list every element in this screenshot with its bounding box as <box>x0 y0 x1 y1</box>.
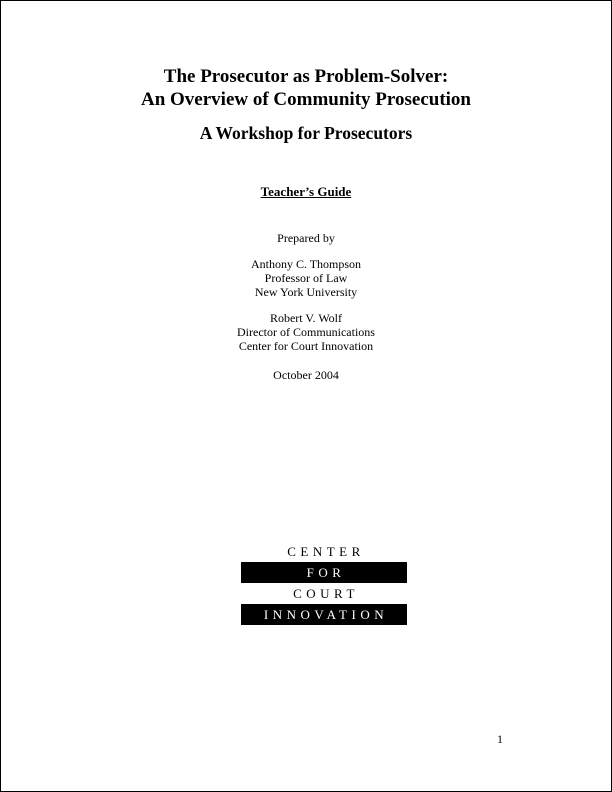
author-affiliation: New York University <box>254 285 358 299</box>
document-title <box>1 65 611 111</box>
logo-line-innovation: INNOVATION <box>241 604 407 625</box>
logo-line-center: CENTER <box>241 541 407 562</box>
author-name: Robert V. Wolf <box>269 311 343 325</box>
author-title: Professor of Law <box>264 271 348 285</box>
center-for-court-innovation-logo <box>241 541 407 625</box>
author-title: Director of Communications <box>237 325 375 339</box>
title-line-1: The Prosecutor as Problem-Solver: <box>163 66 449 87</box>
author-name: Anthony C. Thompson <box>250 257 362 271</box>
prepared-by: Prepared by <box>277 231 335 245</box>
logo-line-for: FOR <box>241 562 407 583</box>
document-subtitle: A Workshop for Prosecutors <box>199 123 413 143</box>
guide-label: Teacher’s Guide <box>260 184 352 199</box>
title-line-2: An Overview of Community Prosecution <box>140 89 471 110</box>
author-affiliation: Center for Court Innovation <box>238 339 374 353</box>
logo-line-court: COURT <box>241 583 407 604</box>
page-number: 1 <box>497 732 503 746</box>
author-block-1 <box>1 257 611 299</box>
document-date: October 2004 <box>273 368 339 382</box>
author-block-2 <box>1 311 611 353</box>
